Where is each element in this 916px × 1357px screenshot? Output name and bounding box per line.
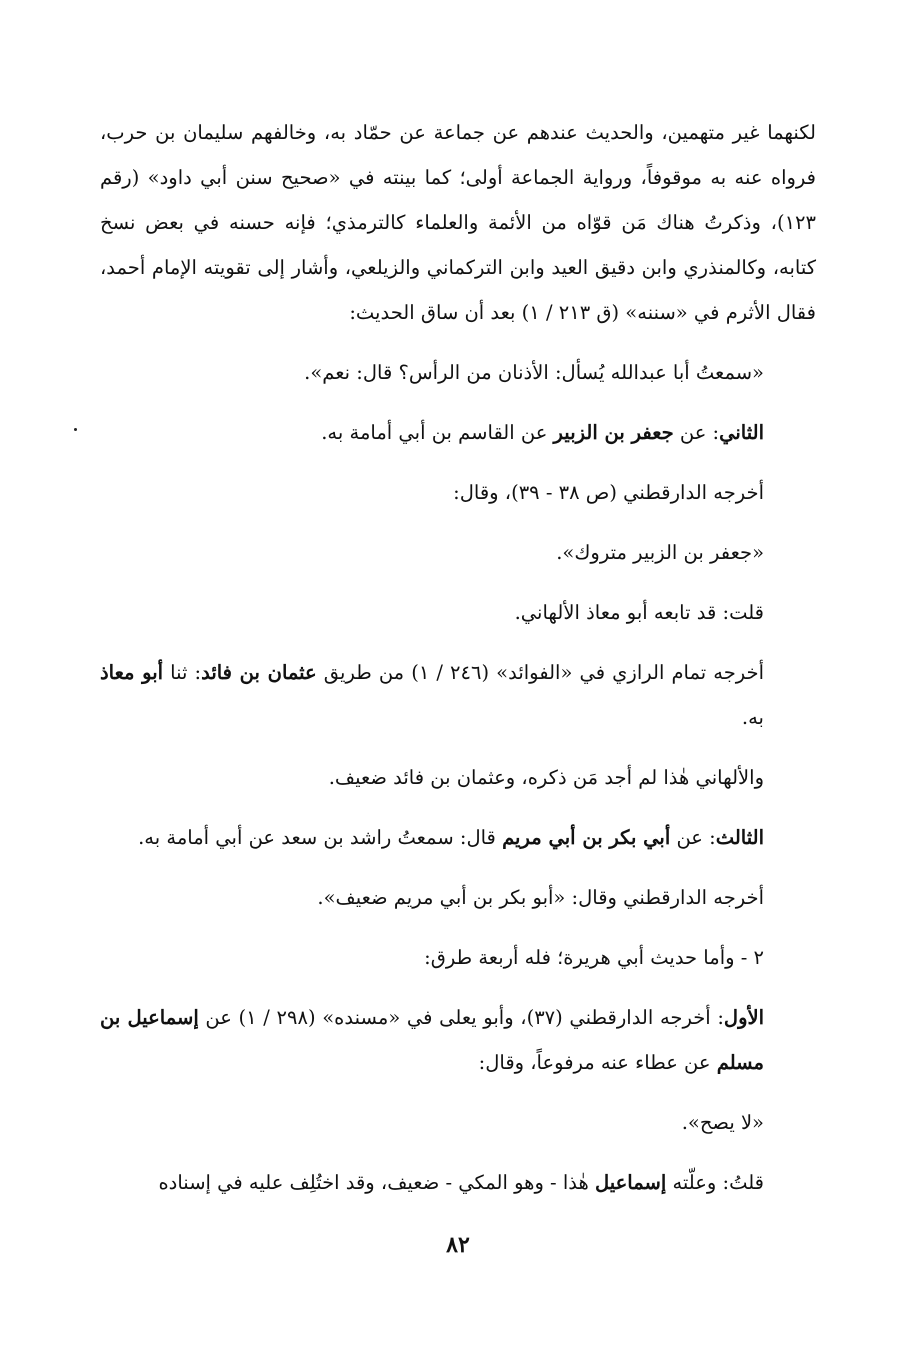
text-run: ٢ - وأما حديث أبي هريرة؛ فله أربعة طرق:: [424, 946, 764, 969]
text-run: أخرجه الدارقطني (ص ٣٨ - ٣٩)، وقال:: [453, 481, 764, 504]
bold-term: جعفر بن الزبير: [553, 421, 674, 444]
text-run: قلت: قد تابعه أبو معاذ الألهاني.: [514, 601, 764, 624]
paragraph-3: [100, 410, 816, 455]
bold-term: إسماعيل بن مسلم: [100, 1006, 764, 1074]
text-run: «لا يصح».: [681, 1111, 764, 1134]
text-run: أخرجه تمام الرازي في «الفوائد» (٢٤٦ / ١) من طريق: [316, 661, 764, 684]
text-run: «سمعتُ أبا عبدالله يُسأل: الأذنان من الرأس؟ قال: نعم».: [304, 361, 764, 384]
bold-term: الثاني: [719, 421, 764, 444]
paragraph-2: [100, 350, 816, 395]
text-run: هٰذا - وهو المكي - ضعيف، وقد اختُلِف عليه في إسناده: [158, 1171, 595, 1194]
paragraph-8: [100, 755, 816, 800]
paragraph-4: [100, 470, 816, 515]
bold-term: عثمان بن فائد: [201, 661, 317, 684]
body-text: [100, 110, 816, 1220]
bold-term: أبو معاذ: [100, 661, 164, 684]
ink-speck: [74, 428, 77, 431]
text-run: عن القاسم بن أبي أمامة به.: [321, 421, 554, 444]
paragraph-11: [100, 935, 816, 980]
text-run: أخرجه الدارقطني وقال: «أبو بكر بن أبي مريم ضعيف».: [317, 886, 764, 909]
text-run: والألهاني هٰذا لم أجد مَن ذكره، وعثمان بن فائد ضعيف.: [328, 766, 764, 789]
paragraph-13: [100, 1100, 816, 1145]
paragraph-12: [100, 995, 816, 1085]
bold-term: إسماعيل: [594, 1171, 667, 1194]
paragraph-6: [100, 590, 816, 635]
paragraph-5: [100, 530, 816, 575]
text-run: : عن: [670, 826, 716, 849]
page-number: ٨٢: [446, 1232, 470, 1258]
text-run: : أخرجه الدارقطني (٣٧)، وأبو يعلى في «مسنده» (٢٩٨ / ١) عن: [198, 1006, 724, 1029]
bold-term: أبي بكر بن أبي مريم: [502, 826, 671, 849]
text-run: لكنهما غير متهمين، والحديث عندهم عن جماعة عن حمّاد به، وخالفهم سليمان بن حرب، فرواه عنه به موقوفاً، ورواية الجماعة أولى؛ كما بينته في «صحيح سنن أبي داود» (رقم ١٢٣)، وذكرتُ هناك مَن قوّاه من الأئمة والعلماء كالترمذي؛ فإنه حسنه في بعض نسخ كتابه، وكالمنذري وابن دقيق العيد وابن التركماني والزيلعي، وأشار إلى تقويته الإمام أحمد، فقال الأثرم في «سننه» (ق ٢١٣ / ١) بعد أن ساق الحديث:: [100, 121, 816, 324]
text-run: قلتُ: وعلّته: [666, 1171, 764, 1194]
paragraph-14: [100, 1160, 816, 1205]
text-run: «جعفر بن الزبير متروك».: [556, 541, 764, 564]
bold-term: الأول: [723, 1006, 765, 1029]
text-run: به.: [741, 706, 764, 729]
text-run: : ثنا: [163, 661, 202, 684]
paragraph-10: [100, 875, 816, 920]
bold-term: الثالث: [715, 826, 764, 849]
paragraph-9: [100, 815, 816, 860]
text-run: : عن: [673, 421, 720, 444]
text-run: عن عطاء عنه مرفوعاً، وقال:: [478, 1051, 717, 1074]
paragraph-1: [100, 110, 816, 335]
text-run: قال: سمعتُ راشد بن سعد عن أبي أمامة به.: [138, 826, 503, 849]
paragraph-7: [100, 650, 816, 740]
